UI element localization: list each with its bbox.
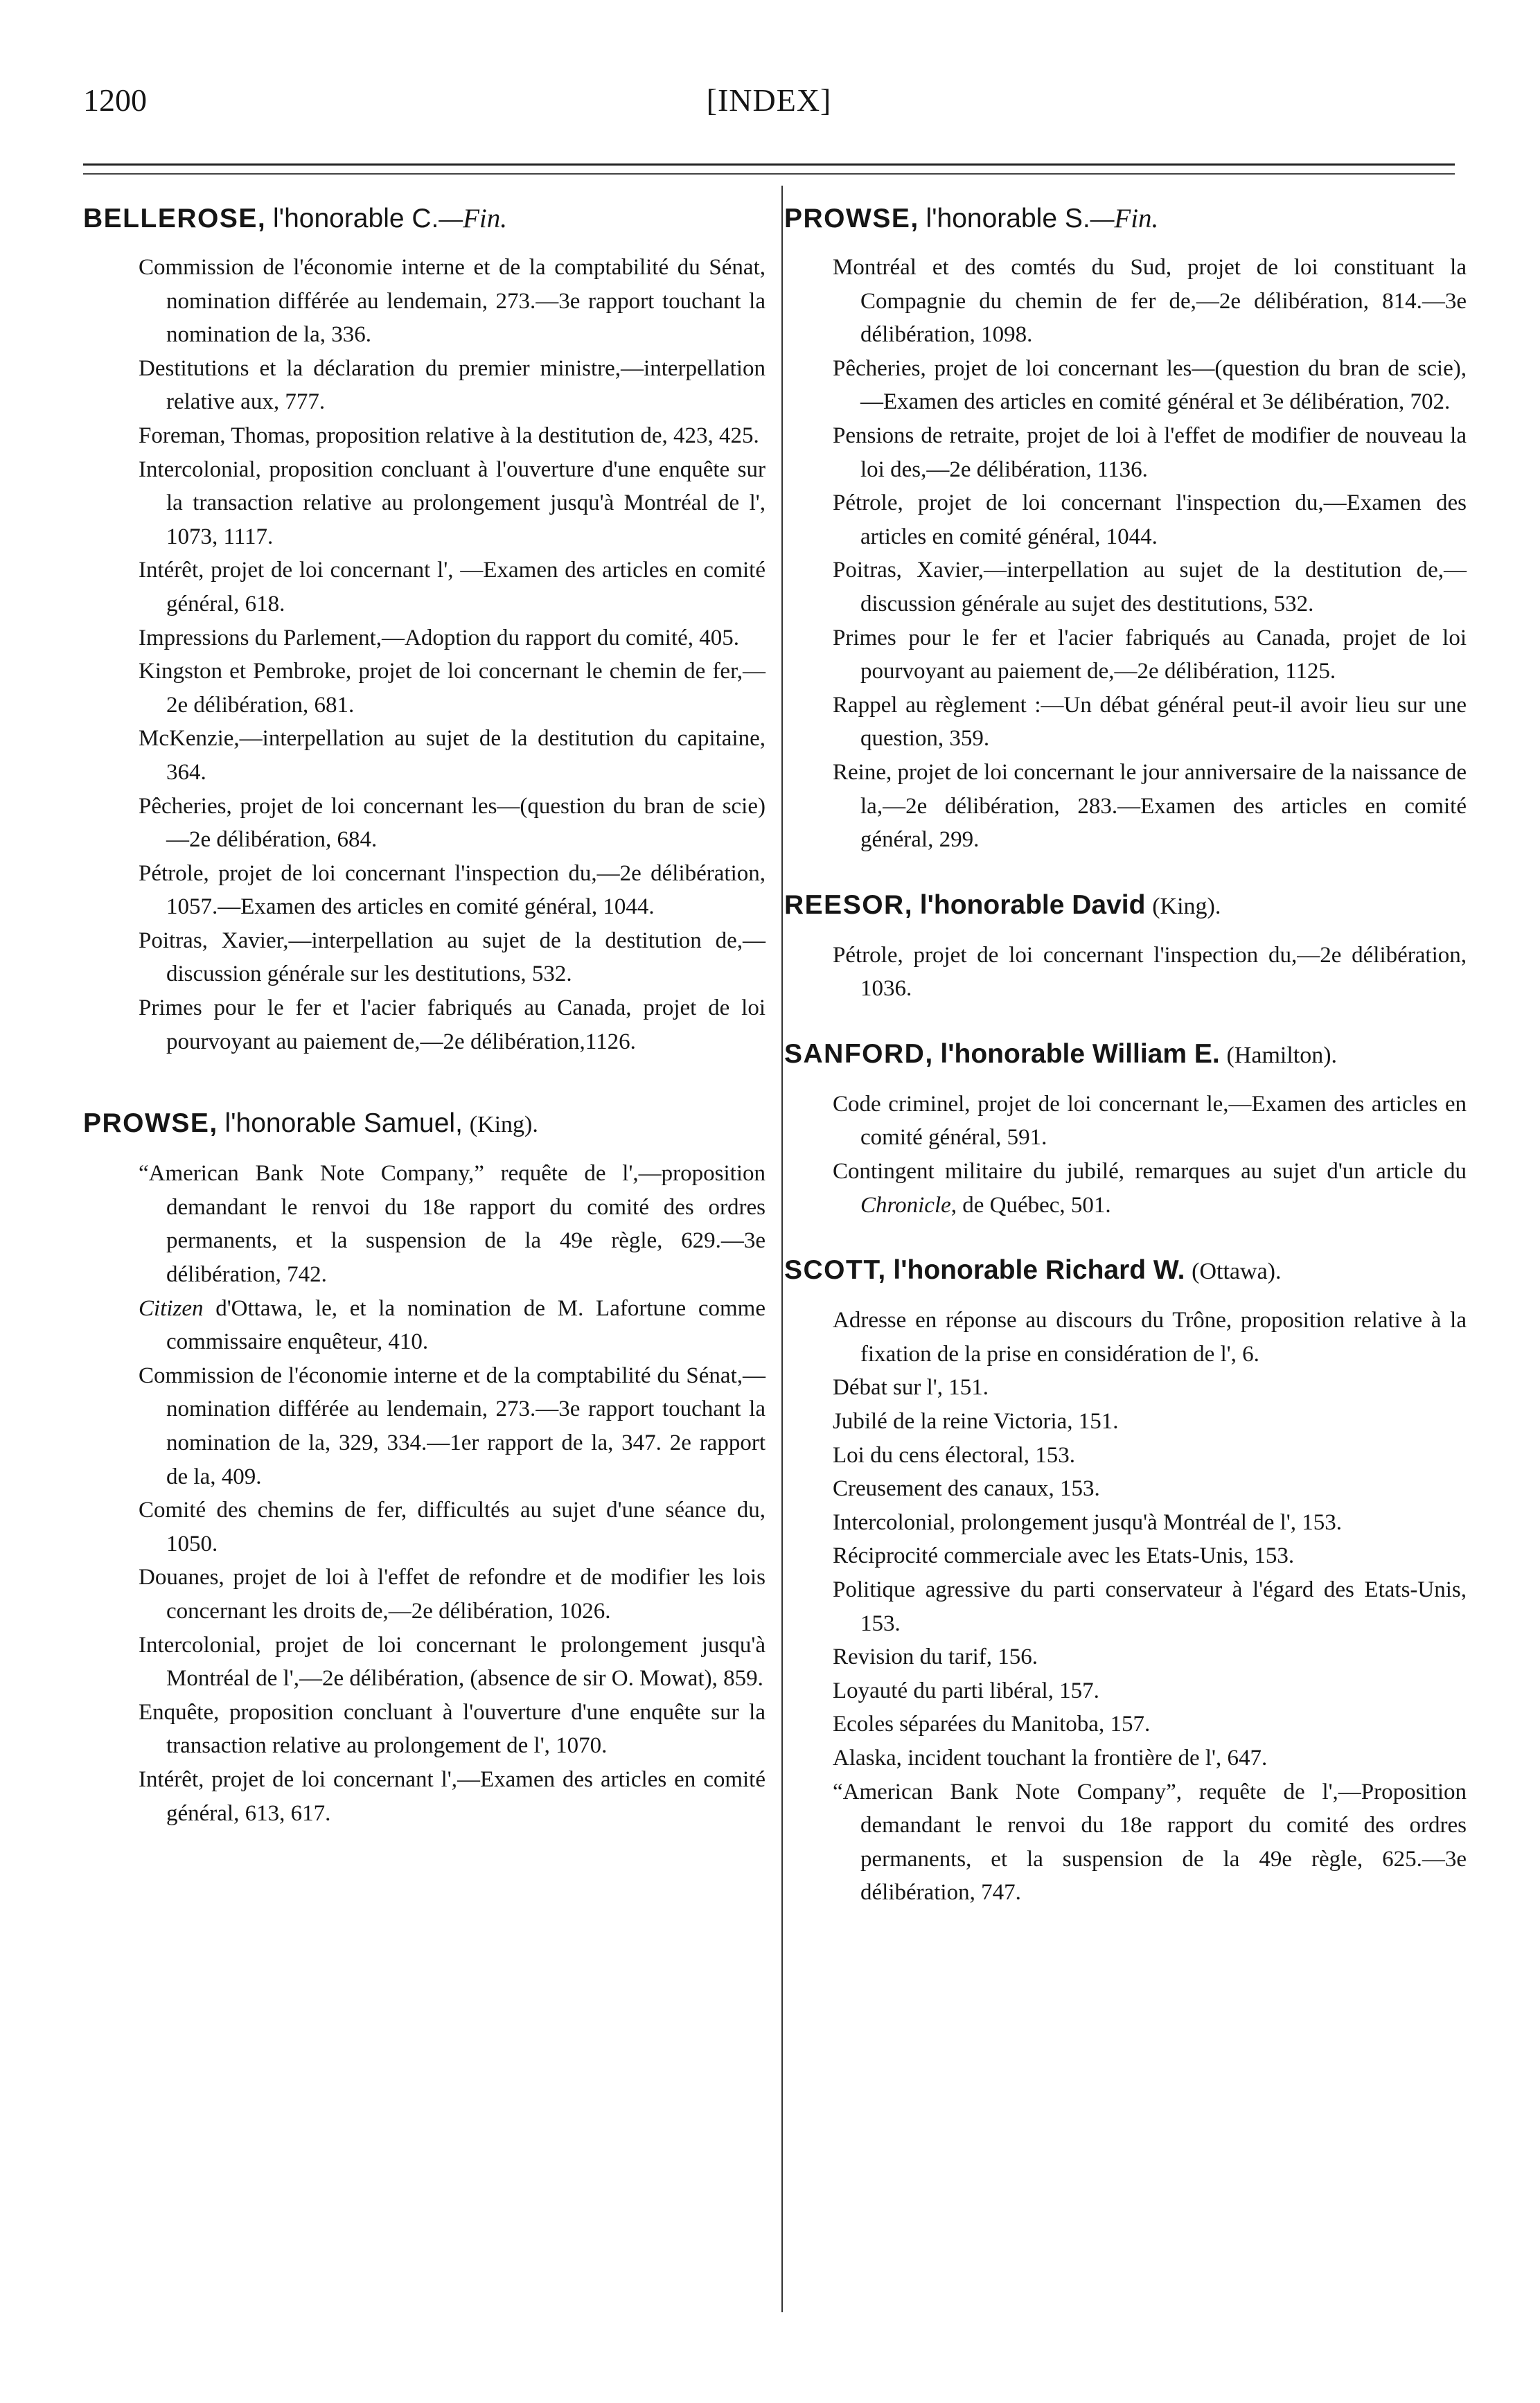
index-entry: Réciprocité commerciale avec les Etats-Unis, 153. [833, 1543, 1295, 1569]
index-entry: Destitutions et la déclaration du premier ministre,—interpellation relative aux, 777. [139, 355, 765, 415]
section-spacer [784, 1006, 1467, 1038]
index-entry: Poitras, Xavier,—interpellation au sujet de la destitution de,—discussion générale au sujet des destitutions, 532. [833, 558, 1467, 617]
column-divider [781, 186, 783, 2312]
running-title: [INDEX] [706, 82, 832, 118]
heading-honorific: l'honorable David [919, 889, 1146, 920]
index-entry: Kingston et Pembroke, projet de loi concernant le chemin de fer,—2e délibération, 681. [139, 659, 765, 718]
header-rule [83, 163, 1455, 166]
entry-list [784, 251, 1467, 857]
index-entry: Revision du tarif, 156. [833, 1644, 1038, 1670]
index-entry: Enquête, proposition concluant à l'ouverture d'une enquête sur la transaction relative au prolongement de l', 1070. [139, 1699, 765, 1759]
index-entry: Impressions du Parlement,—Adoption du rapport du comité, 405. [139, 625, 740, 650]
heading-surname: SCOTT, [784, 1255, 887, 1286]
index-entry: Code criminel, projet de loi concernant le,—Examen des articles en comité général, 591. [833, 1091, 1467, 1151]
heading-honorific: l'honorable S. [926, 204, 1090, 233]
index-entry: Pétrole, projet de loi concernant l'inspection du,—2e délibération, 1057.—Examen des articles en comité général, 1044. [139, 860, 765, 920]
right-column [784, 202, 1467, 1910]
index-entry: Intercolonial, proposition concluant à l'ouverture d'une enquête sur la transaction relative au prolongement jusqu'à Montréal de l', 1073, 1117. [139, 456, 765, 549]
section-spacer [784, 1222, 1467, 1254]
entry-list [784, 1088, 1467, 1222]
heading-place: (Hamilton). [1226, 1042, 1338, 1068]
index-entry: Citizen d'Ottawa, le, et la nomination de M. Lafortune comme commissaire enquêteur, 410. [139, 1295, 765, 1355]
left-column [83, 202, 765, 1830]
section-spacer [784, 857, 1467, 889]
index-entry: Jubilé de la reine Victoria, 151. [833, 1409, 1119, 1435]
index-entry: Intercolonial, projet de loi concernant le prolongement jusqu'à Montréal de l',—2e délibération, (absence de sir O. Mowat), 859. [139, 1632, 765, 1692]
index-entry: Loi du cens électoral, 153. [833, 1442, 1076, 1468]
heading-surname: REESOR, [784, 889, 914, 920]
index-entry: Contingent militaire du jubilé, remarques au sujet d'un article du Chronicle, de Québec, 501. [833, 1159, 1467, 1218]
section-heading [784, 1254, 1467, 1288]
entry-list [784, 939, 1467, 1006]
section-heading [784, 1038, 1467, 1072]
index-entry: Commission de l'économie interne et de la comptabilité du Sénat, nomination différée au lendemain, 273.—3e rapport touchant la nomination de la, 336. [139, 255, 765, 348]
page-header [83, 82, 1455, 137]
index-entry: Poitras, Xavier,—interpellation au sujet de la destitution de,—discussion générale sur les destitutions, 532. [139, 928, 765, 987]
index-entry: Douanes, projet de loi à l'effet de refondre et de modifier les lois concernant les droits de,—2e délibération, 1026. [139, 1565, 765, 1624]
index-entry: Primes pour le fer et l'acier fabriqués au Canada, projet de loi pourvoyant au paiement de,—2e délibération,1126. [139, 995, 765, 1054]
heading-place: (King). [469, 1112, 538, 1138]
heading-honorific: l'honorable Samuel, [224, 1108, 463, 1139]
index-entry: Comité des chemins de fer, difficultés au sujet d'une séance du, 1050. [139, 1498, 765, 1557]
entry-list [83, 1157, 765, 1830]
section-spacer [83, 1058, 765, 1107]
index-entry: “American Bank Note Company”, requête de l',—Proposition demandant le renvoi du 18e rapport du comité des ordres permanents, et la suspension de la 49e règle, 625.—3e délibération, 747. [833, 1779, 1467, 1906]
section-heading [83, 202, 765, 236]
entry-list [784, 1304, 1467, 1910]
index-entry: Pêcheries, projet de loi concernant les—(question du bran de scie)—2e délibération, 684. [139, 793, 765, 853]
entry-list [83, 251, 765, 1058]
index-entry: Reine, projet de loi concernant le jour anniversaire de la naissance de la,—2e délibération, 283.—Examen des articles en comité général, 299. [833, 759, 1467, 853]
index-entry: Intérêt, projet de loi concernant l',—Examen des articles en comité général, 613, 617. [139, 1766, 765, 1826]
heading-honorific: l'honorable C. [272, 204, 439, 233]
section-heading [784, 889, 1467, 923]
index-entry: Adresse en réponse au discours du Trône, proposition relative à la fixation de la prise en considération de l', 6. [833, 1308, 1467, 1367]
index-entry: Primes pour le fer et l'acier fabriqués au Canada, projet de loi pourvoyant au paiement de,—2e délibération, 1125. [833, 625, 1467, 684]
index-entry: Politique agressive du parti conservateur à l'égard des Etats-Unis, 153. [833, 1577, 1467, 1636]
index-entry: Débat sur l', 151. [833, 1375, 989, 1401]
heading-honorific: l'honorable Richard W. [893, 1255, 1185, 1286]
index-entry: Alaska, incident touchant la frontière de l', 647. [833, 1745, 1268, 1771]
page-number: 1200 [83, 82, 147, 118]
index-entry: Pensions de retraite, projet de loi à l'effet de modifier de nouveau la loi des,—2e délibération, 1136. [833, 423, 1467, 482]
index-entry: Ecoles séparées du Manitoba, 157. [833, 1712, 1151, 1737]
index-entry: Commission de l'économie interne et de la comptabilité du Sénat,—nomination différée au lendemain, 273.—3e rapport touchant la nomination de la, 329, 334.—1er rapport de la, 347. 2e rapport de la, 409. [139, 1363, 765, 1489]
index-entry: Foreman, Thomas, proposition relative à la destitution de, 423, 425. [139, 423, 759, 448]
heading-place: (Ottawa). [1192, 1259, 1282, 1285]
heading-place: (King). [1152, 893, 1221, 919]
index-entry: Rappel au règlement :—Un débat général peut-il avoir lieu sur une question, 359. [833, 692, 1467, 752]
heading-surname: BELLEROSE, [83, 204, 267, 233]
index-entry: Montréal et des comtés du Sud, projet de loi constituant la Compagnie du chemin de fer de,—2e délibération, 814.—3e délibération, 1098. [833, 255, 1467, 348]
index-entry: “American Bank Note Company,” requête de l',—proposition demandant le renvoi du 18e rapport du comité des ordres permanents, et la suspension de la 49e règle, 629.—3e délibération, 742. [139, 1161, 765, 1288]
heading-surname: SANFORD, [784, 1038, 934, 1069]
index-entry: Pêcheries, projet de loi concernant les—(question du bran de scie),—Examen des articles en comité général et 3e délibération, 702. [833, 355, 1467, 415]
heading-surname: PROWSE, [784, 204, 919, 233]
index-entry: Pétrole, projet de loi concernant l'inspection du,—Examen des articles en comité général, 1044. [833, 490, 1467, 549]
index-entry: McKenzie,—interpellation au sujet de la destitution du capitaine, 364. [139, 726, 765, 785]
index-entry: Creusement des canaux, 153. [833, 1476, 1100, 1502]
section-heading [784, 202, 1467, 236]
heading-suffix: —Fin. [1090, 204, 1159, 233]
section-heading [83, 1107, 765, 1142]
index-entry: Intercolonial, prolongement jusqu'à Montréal de l', 153. [833, 1509, 1342, 1535]
index-entry: Intérêt, projet de loi concernant l', —Examen des articles en comité général, 618. [139, 558, 765, 617]
header-rule-secondary [83, 173, 1455, 175]
heading-suffix: —Fin. [439, 204, 507, 233]
index-entry: Pétrole, projet de loi concernant l'inspection du,—2e délibération, 1036. [833, 942, 1467, 1002]
heading-honorific: l'honorable William E. [940, 1038, 1220, 1069]
heading-surname: PROWSE, [83, 1108, 218, 1139]
index-entry: Loyauté du parti libéral, 157. [833, 1678, 1099, 1703]
